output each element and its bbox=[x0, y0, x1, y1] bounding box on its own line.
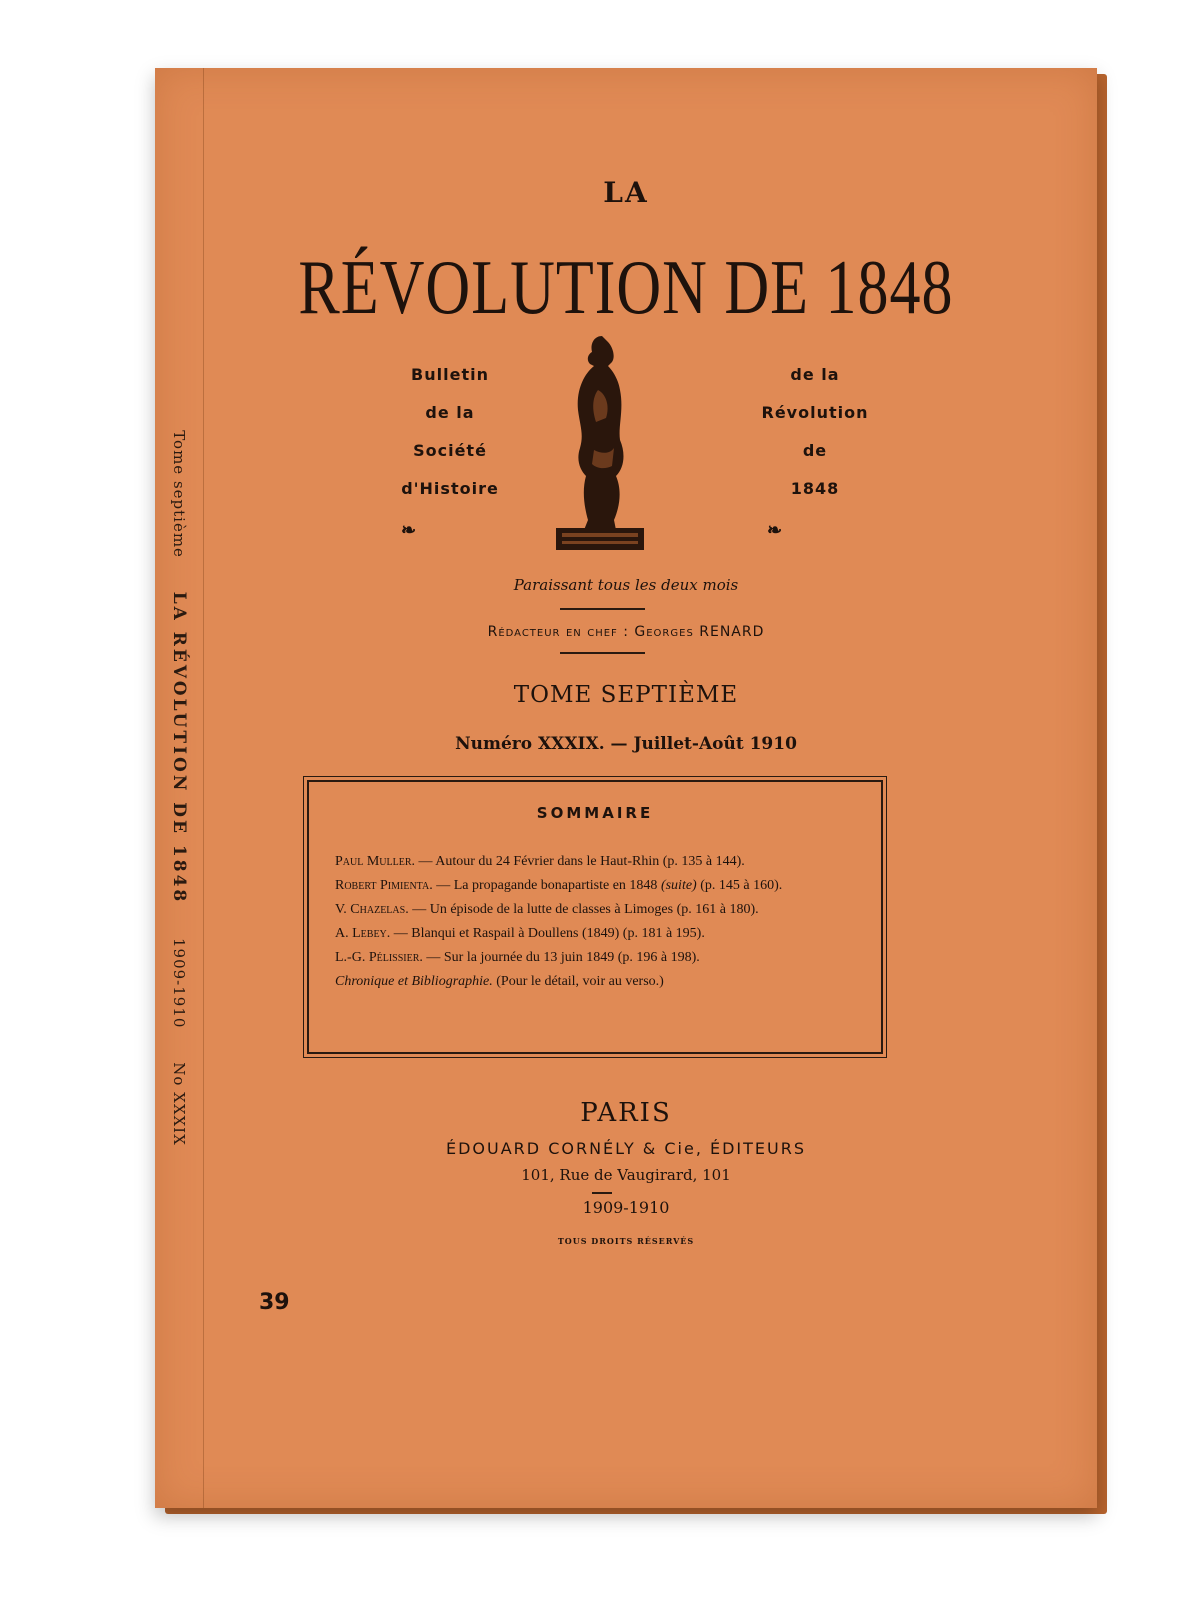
main-title: RÉVOLUTION DE 1848 bbox=[298, 245, 954, 331]
spine-years: 1909-1910 bbox=[170, 938, 188, 1029]
entry-author: V. Chazelas. bbox=[335, 902, 409, 917]
right-line: de bbox=[802, 441, 828, 460]
entry-italic: (suite) bbox=[660, 878, 697, 893]
right-line: de la bbox=[790, 365, 840, 384]
right-line: Révolution bbox=[761, 403, 869, 422]
contents-list bbox=[335, 852, 855, 996]
title-article: LA bbox=[603, 176, 649, 209]
editor-line: Rédacteur en chef : Georges RENARD bbox=[487, 624, 765, 640]
entry-author: A. Lebey. bbox=[335, 926, 391, 941]
entry-text: (Pour le détail, voir au verso.) bbox=[496, 974, 664, 989]
entry-text: — Autour du 24 Février dans le Haut-Rhin (p. 135 à 144). bbox=[418, 854, 745, 869]
entry-text: — La propagande bonapartiste en 1848 bbox=[436, 878, 658, 893]
flourish-right-icon: ❧ bbox=[767, 520, 783, 541]
entry-author: Paul Muller. bbox=[335, 854, 416, 869]
spine-text bbox=[169, 416, 189, 1160]
entry-text: — Blanqui et Raspail à Doullens (1849) (p. 181 à 195). bbox=[393, 926, 705, 941]
spine-title: LA RÉVOLUTION DE 1848 bbox=[169, 591, 189, 905]
entry-text: — Un épisode de la lutte de classes à Limoges (p. 161 à 180). bbox=[412, 902, 759, 917]
address: 101, Rue de Vaugirard, 101 bbox=[521, 1166, 731, 1184]
entry-pages: (p. 145 à 160). bbox=[700, 878, 783, 893]
left-line: Société bbox=[413, 441, 487, 460]
issue-number: 39 bbox=[259, 1290, 290, 1315]
book-cover bbox=[155, 68, 1097, 1508]
divider bbox=[592, 1192, 612, 1194]
contents-box bbox=[307, 780, 883, 1054]
entry-italic: Chronique et Bibliographie. bbox=[335, 974, 493, 989]
tome-heading: TOME SEPTIÈME bbox=[513, 682, 739, 708]
contents-entry bbox=[335, 948, 855, 968]
contents-title: SOMMAIRE bbox=[536, 804, 654, 822]
left-column bbox=[365, 356, 535, 508]
city: PARIS bbox=[580, 1098, 672, 1128]
divider bbox=[560, 608, 645, 610]
left-line: d'Histoire bbox=[401, 479, 499, 498]
contents-entry bbox=[335, 972, 855, 992]
contents-entry bbox=[335, 852, 855, 872]
issue-line: Numéro XXXIX. — Juillet-Août 1910 bbox=[455, 734, 797, 754]
contents-entry bbox=[335, 924, 855, 944]
rights-notice: TOUS DROITS RÉSERVÉS bbox=[557, 1236, 695, 1246]
spine-tome: Tome septième bbox=[170, 430, 188, 558]
contents-entry bbox=[335, 876, 855, 896]
spine-numero: No XXXIX bbox=[170, 1062, 188, 1146]
divider bbox=[560, 652, 645, 654]
contents-entry bbox=[335, 900, 855, 920]
years: 1909-1910 bbox=[582, 1198, 670, 1217]
entry-author: Robert Pimienta. bbox=[335, 878, 433, 893]
publisher: ÉDOUARD CORNÉLY & Cie, ÉDITEURS bbox=[445, 1139, 807, 1158]
statue-illustration bbox=[550, 330, 650, 560]
left-line: Bulletin bbox=[411, 365, 489, 384]
right-column bbox=[730, 356, 900, 508]
entry-text: — Sur la journée du 13 juin 1849 (p. 196 à 198). bbox=[426, 950, 700, 965]
tagline: Paraissant tous les deux mois bbox=[513, 576, 739, 594]
flourish-left-icon: ❧ bbox=[401, 520, 417, 541]
left-line: de la bbox=[425, 403, 475, 422]
right-line: 1848 bbox=[790, 479, 840, 498]
entry-author: L.-G. Pélissier. bbox=[335, 950, 423, 965]
